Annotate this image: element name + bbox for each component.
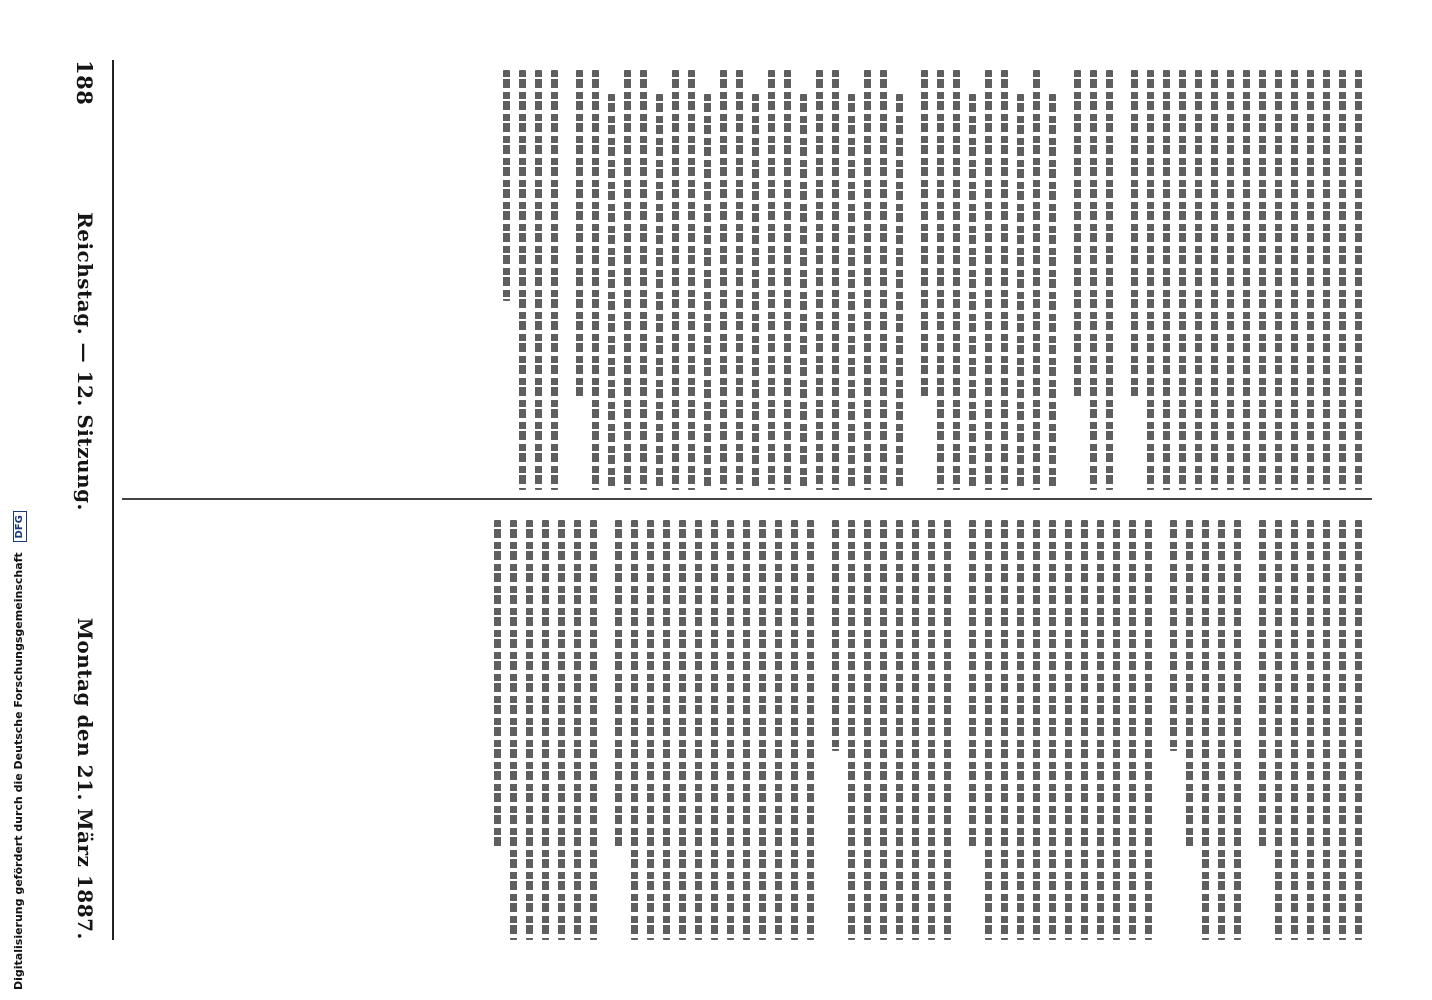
header-rule: [112, 60, 114, 940]
running-header: [68, 60, 102, 940]
paragraph: [1074, 70, 1113, 490]
paragraph: [1259, 520, 1362, 940]
paragraph: [615, 520, 814, 940]
right-column: [122, 520, 1362, 940]
dfg-logo: DFG: [13, 511, 27, 542]
paragraph: [503, 70, 558, 490]
page-number: 188: [72, 60, 98, 106]
paragraph: [969, 520, 1152, 940]
left-column: [122, 70, 1362, 490]
session-title: Reichstag. — 12. Sitzung.: [73, 212, 97, 512]
column-divider: [122, 498, 1372, 500]
paragraph: [832, 520, 951, 940]
imprint-text: Digitalisierung gefördert durch die Deutsche Forschungsgemeinschaft: [12, 552, 25, 990]
paragraph: [1131, 70, 1362, 490]
paragraph: [494, 520, 597, 940]
session-date: Montag den 21. März 1887.: [73, 617, 97, 940]
paragraph: [1170, 520, 1241, 940]
paragraph: [921, 70, 1056, 490]
paragraph: [576, 70, 903, 490]
